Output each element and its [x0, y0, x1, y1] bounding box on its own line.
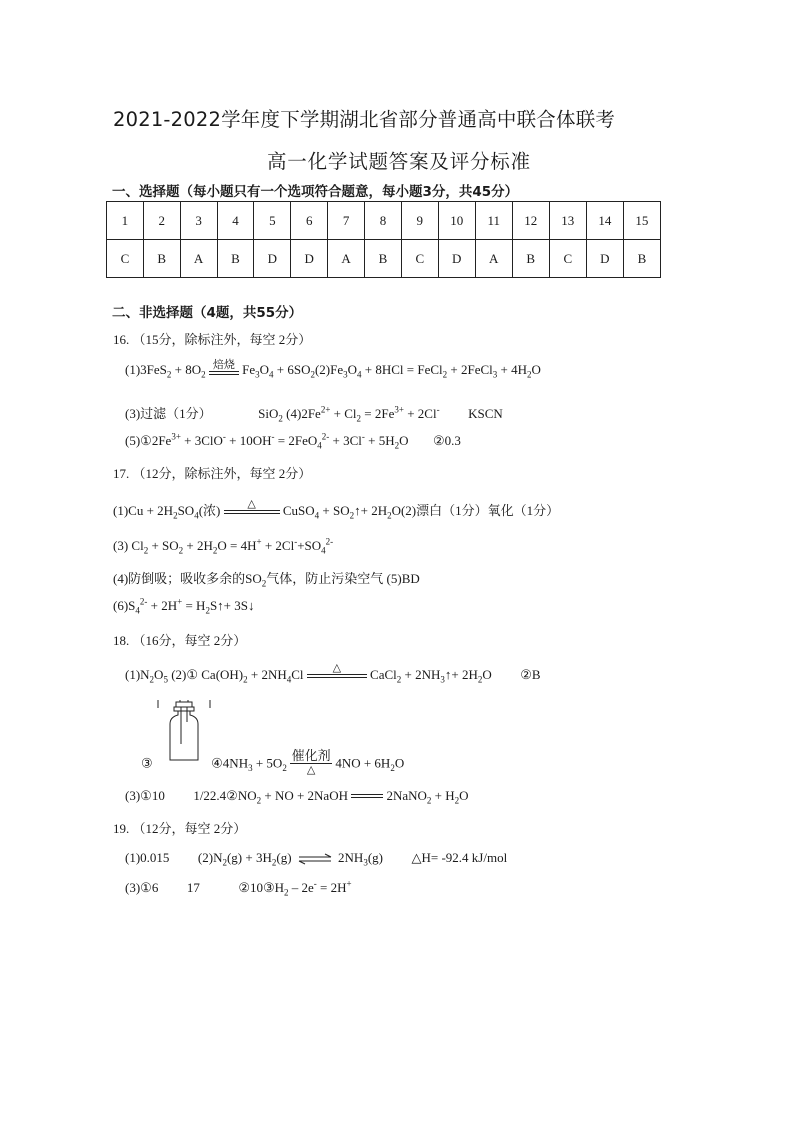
text: = H	[185, 598, 206, 613]
text: CaCl	[370, 667, 397, 682]
text: + 5H	[368, 433, 395, 448]
text: – 2e	[291, 880, 314, 895]
text: (6)S	[113, 598, 136, 613]
text: O	[347, 362, 358, 377]
text: ②10③H	[238, 880, 285, 895]
table-cell: 2	[143, 202, 180, 240]
text: ③	[141, 755, 153, 771]
table-cell: B	[623, 240, 660, 278]
text: (1)N	[125, 667, 150, 682]
text: + 2FeCl	[450, 362, 493, 377]
q17-line4: $(6)S_4^{2-} + 2H^+$ = $H_2S↑+$ 3S↓	[113, 596, 255, 616]
section1-heading: 一、选择题（每小题只有一个选项符合题意，每小题3分，共45分）	[112, 184, 519, 200]
text: (3) Cl	[113, 538, 144, 553]
text: 4NO + 6H	[335, 755, 391, 771]
text: (g)	[367, 850, 383, 865]
text: (2)Fe	[314, 362, 344, 377]
text: SiO	[258, 406, 279, 421]
table-cell: B	[365, 240, 402, 278]
text: + SO	[322, 503, 350, 518]
text: (g) + 3H	[226, 850, 272, 865]
text: △H= -92.4 kJ/mol	[411, 850, 508, 865]
text: SO	[177, 503, 195, 518]
text: + 2H	[150, 598, 178, 613]
table-cell: 5	[254, 202, 291, 240]
reaction-arrow	[351, 794, 383, 798]
table-cell: 11	[475, 202, 512, 240]
text: + 5O	[255, 755, 283, 771]
table-cell: D	[291, 240, 328, 278]
text: ④4NH	[211, 755, 249, 771]
q18-line3: (3)①10 $1/22.4②NO_2$ + NO + 2NaOH 2NaNO$_2$ + $H_2O$	[125, 788, 469, 806]
reaction-condition: 焙烧	[212, 359, 235, 372]
text: O	[394, 755, 405, 771]
text: (1)0.015	[125, 850, 170, 865]
table-cell: 9	[401, 202, 438, 240]
text: +SO	[297, 538, 322, 553]
text: O	[259, 362, 270, 377]
text: 2NaNO	[386, 788, 427, 803]
reaction-condition: △	[306, 764, 316, 776]
table-cell: 13	[549, 202, 586, 240]
text: (5)①2Fe	[125, 433, 172, 448]
text: (浓)	[198, 503, 221, 518]
text: (4)防倒吸；吸收多余的SO	[113, 571, 262, 586]
text: + 2NH	[250, 667, 287, 682]
page-title: 2021-2022学年度下学期湖北省部分普通高中联合体联考	[113, 108, 616, 131]
q16-line2: (3)过滤（1分） SiO$_2$ $(4)2Fe^{2+} + Cl_2 = 2Fe^{3+} + 2Cl^-$ KSCN	[125, 404, 503, 424]
table-cell: 7	[328, 202, 365, 240]
text: = 2FeO	[277, 433, 318, 448]
text: + 8O	[174, 362, 202, 377]
text: CuSO	[282, 503, 315, 518]
text: ②0.3	[433, 433, 461, 448]
q17-line3: (4)防倒吸；吸收多余的$SO_2$气体，防止污染空气 (5)BD	[113, 571, 420, 589]
table-cell: 4	[217, 202, 254, 240]
text: (2)① Ca(OH)	[171, 667, 244, 682]
reaction-condition: △	[332, 662, 342, 675]
table-cell: D	[254, 240, 291, 278]
text: (3)过滤（1分）	[125, 406, 212, 421]
text: (g)	[276, 850, 292, 865]
text: Cl	[291, 667, 304, 682]
table-row-numbers	[107, 202, 661, 240]
text: O = 4H	[217, 538, 257, 553]
table-cell: B	[143, 240, 180, 278]
table-cell: C	[549, 240, 586, 278]
table-cell: D	[586, 240, 623, 278]
table-cell: C	[107, 240, 144, 278]
text: + 3ClO	[184, 433, 223, 448]
q17-line1: $(1)Cu + 2H_2SO_4$(浓) △ CuSO$_4$ + $SO_2↑+ 2H_2O(2)$漂白（1分）氧化（1分）	[113, 498, 560, 521]
text: O	[399, 433, 409, 448]
table-cell: 15	[623, 202, 660, 240]
table-cell: A	[180, 240, 217, 278]
text: O	[482, 667, 492, 682]
table-cell: 1	[107, 202, 144, 240]
table-cell: 8	[365, 202, 402, 240]
text: = 2Fe	[364, 406, 395, 421]
table-cell: B	[217, 240, 254, 278]
reaction-condition: △	[247, 498, 256, 511]
q18-heading: 18. （16分，每空 2分）	[113, 633, 247, 648]
q17-line2: (3) $Cl_2 + SO_2 + 2H_2O = 4H^+ + 2Cl^-+SO_4^{2-}$	[113, 536, 334, 556]
text: = 2H	[320, 880, 347, 895]
text: (3)①10	[125, 788, 165, 803]
text: O	[154, 667, 164, 682]
table-cell: D	[438, 240, 475, 278]
text: 1/22.4②NO	[193, 788, 257, 803]
table-cell: 3	[180, 202, 217, 240]
table-cell: B	[512, 240, 549, 278]
section2-heading: 二、非选择题（4题，共55分）	[112, 305, 303, 321]
reaction-arrow	[290, 749, 332, 776]
table-cell: A	[475, 240, 512, 278]
q19-line1: (1)0.015 $(2)N_2(g) + 3H_2(g)$ $2NH_3(g)$ △H= -92.4 kJ/mol	[125, 850, 508, 868]
text: + 10OH	[229, 433, 272, 448]
equilibrium-arrow-icon	[295, 853, 335, 865]
table-cell: C	[401, 240, 438, 278]
text: ②B	[520, 667, 541, 682]
text: (1)Cu + 2H	[113, 503, 174, 518]
q18-line2: ③ $④4NH_3 + 5O_2$ 催化剂 △ $4NO + 6H_2O$	[141, 748, 405, 776]
text: O(2)漂白（1分）氧化（1分）	[391, 503, 560, 518]
table-cell: 6	[291, 202, 328, 240]
text: + 8HCl = FeCl	[364, 362, 443, 377]
text: + 4H	[500, 362, 528, 377]
q18-line1: $(1)N_2O_5$ (2)① $Ca(OH)_2 + 2NH_4Cl$ △ CaCl$_2$ + $2NH_3↑+ 2H_2O$ ②B	[125, 662, 541, 685]
text: + 2Cl	[264, 538, 295, 553]
reaction-condition: 催化剂	[291, 748, 331, 763]
table-cell: 10	[438, 202, 475, 240]
reaction-arrow	[209, 359, 239, 375]
text: 17	[186, 880, 200, 895]
text: 气体，防止污染空气 (5)BD	[266, 571, 420, 586]
text: + Cl	[333, 406, 357, 421]
text: + SO	[151, 538, 179, 553]
text: + 6SO	[276, 362, 311, 377]
table-cell: 14	[586, 202, 623, 240]
text: S↑+ 3S↓	[209, 598, 255, 613]
text: O	[531, 362, 541, 377]
table-cell: 12	[512, 202, 549, 240]
text: + 2NH	[404, 667, 441, 682]
q17-heading: 17. （12分，除标注外，每空 2分）	[113, 466, 312, 481]
reaction-arrow	[307, 662, 367, 678]
text: (1)3FeS	[125, 362, 167, 377]
text: Fe	[242, 362, 256, 377]
text: 2NH	[338, 850, 364, 865]
q16-line3: $(5)①2Fe^{3+} + 3ClO^- + 10OH^- = 2FeO_4^{2-} + 3Cl^- + 5H_2O$ ②0.3	[125, 431, 461, 451]
table-row-answers	[107, 240, 661, 278]
q19-heading: 19. （12分，每空 2分）	[113, 821, 247, 836]
page-subtitle: 高一化学试题答案及评分标准	[267, 150, 531, 173]
text: ↑+ 2H	[354, 503, 388, 518]
table-cell: A	[328, 240, 365, 278]
q19-line2: (3)①6 17 $②10③H_2 - 2e^- = 2H^+$	[125, 878, 352, 898]
text: O	[459, 788, 469, 803]
text: + 2H	[186, 538, 213, 553]
q16-line1: $(1)3FeS_2 + 8O_2$ 焙烧 $Fe_3O_4 + 6SO_2(2)Fe_3O_4 + 8HCl$ = FeCl$_2$ + 2FeCl$_3$ + $4H_2O$	[125, 359, 541, 380]
q16-heading: 16. （15分，除标注外，每空 2分）	[113, 332, 312, 347]
reaction-arrow	[224, 498, 280, 514]
text: (2)N	[197, 850, 223, 865]
text: + H	[434, 788, 455, 803]
text: (3)①6	[125, 880, 159, 895]
text: ↑+ 2H	[444, 667, 478, 682]
text: + 3Cl	[332, 433, 362, 448]
text: + 2Cl	[407, 406, 437, 421]
text: + NO + 2NaOH	[264, 788, 348, 803]
answer-table	[106, 201, 661, 278]
text: KSCN	[468, 406, 503, 421]
text: (4)2Fe	[286, 406, 321, 421]
